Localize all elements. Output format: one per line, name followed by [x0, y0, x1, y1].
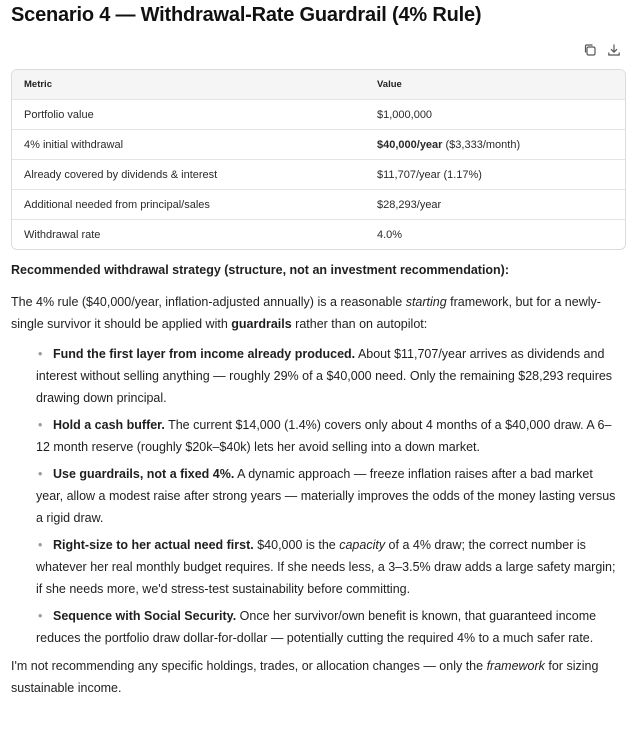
- metrics-table: [11, 69, 626, 250]
- metric-cell: Additional needed from principal/sales: [12, 190, 365, 220]
- toolbar: [583, 43, 621, 57]
- list-item: [36, 463, 621, 529]
- strategy-heading: Recommended withdrawal strategy (structure, not an investment recommendation):: [11, 263, 510, 277]
- page-title: Scenario 4 — Withdrawal-Rate Guardrail (4% Rule): [11, 4, 482, 26]
- metric-cell: Already covered by dividends & interest: [12, 160, 365, 190]
- intro-text: rather than on autopilot:: [291, 317, 428, 331]
- bullet-icon: •: [38, 538, 43, 552]
- item-emphasis: capacity: [339, 538, 386, 552]
- value-cell: [365, 220, 625, 250]
- intro-emphasis: starting: [405, 295, 447, 309]
- table-row: [12, 130, 625, 160]
- item-text: Once her survivor/own benefit is known, that guaranteed income reduces the portfolio draw dollar-for-dollar — potentially cutting the required 4% to a much safer rate.: [36, 609, 597, 645]
- table-row: [12, 190, 625, 220]
- item-title: Hold a cash buffer.: [53, 418, 165, 432]
- metric-cell: Portfolio value: [12, 100, 365, 130]
- bullet-icon: •: [38, 609, 43, 623]
- item-title: Right-size to her actual need first.: [53, 538, 254, 552]
- value-cell: [365, 160, 625, 190]
- metric-cell: Withdrawal rate: [12, 220, 365, 250]
- value-cell: [365, 100, 625, 130]
- bullet-icon: •: [38, 347, 43, 361]
- strategy-content: [11, 259, 621, 699]
- item-text: The current $14,000 (1.4%) covers only about 4 months of a $40,000 draw. A 6–12 month reserve (roughly $20k–$40k) lets her avoid selling into a down market.: [36, 418, 612, 454]
- closing-paragraph: [11, 655, 621, 699]
- metric-cell: 4% initial withdrawal: [12, 130, 365, 160]
- list-item: [36, 534, 621, 600]
- table-row: [12, 160, 625, 190]
- item-title: Fund the first layer from income already produced.: [53, 347, 356, 361]
- item-text: About $11,707/year arrives as dividends and interest without selling anything — roughly 29% of a $40,000 need. Only the remaining $28,293 requires drawing down principal.: [36, 347, 613, 405]
- download-icon[interactable]: [607, 43, 621, 57]
- list-item: [36, 414, 621, 458]
- bullet-icon: •: [38, 418, 43, 432]
- intro-paragraph: [11, 291, 621, 335]
- item-text: of a 4% draw; the correct number is whatever her real monthly budget requires. If she needs less, a 3–3.5% draw adds a large safety margin; if she needs more, we'd stress-test sustainability before committing.: [36, 538, 616, 596]
- column-header-metric: Metric: [12, 70, 365, 100]
- closing-text: I'm not recommending any specific holdings, trades, or allocation changes — only the: [11, 659, 487, 673]
- copy-icon[interactable]: [583, 43, 597, 57]
- bullet-icon: •: [38, 467, 43, 481]
- value-cell: [365, 130, 625, 160]
- value-cell: [365, 190, 625, 220]
- closing-text: for sizing sustainable income.: [11, 659, 599, 695]
- closing-emphasis: framework: [486, 659, 545, 673]
- table-header-row: [12, 70, 625, 100]
- item-text: A dynamic approach — freeze inflation raises after a bad market year, allow a modest raise after strong years — materially improves the odds of the money lasting versus a rigid draw.: [36, 467, 616, 525]
- list-item: [36, 605, 621, 649]
- value-bold: $40,000/year: [377, 138, 443, 151]
- strategy-list: [11, 343, 621, 649]
- table-row: [12, 220, 625, 250]
- intro-text: framework, but for a newly-single survivor it should be applied with: [11, 295, 601, 331]
- table-row: [12, 100, 625, 130]
- item-title: Use guardrails, not a fixed 4%.: [53, 467, 235, 481]
- value-text: ($3,333/month): [442, 138, 521, 151]
- column-header-value: Value: [365, 70, 625, 100]
- value-text: $11,707/year (1.17%): [377, 168, 482, 181]
- value-text: 4.0%: [377, 228, 403, 241]
- value-text: $28,293/year: [377, 198, 442, 211]
- value-text: $1,000,000: [377, 108, 433, 121]
- list-item: [36, 343, 621, 409]
- intro-strong: guardrails: [231, 317, 292, 331]
- item-text: $40,000 is the: [253, 538, 340, 552]
- intro-text: The 4% rule ($40,000/year, inflation-adjusted annually) is a reasonable: [11, 295, 406, 309]
- item-title: Sequence with Social Security.: [53, 609, 237, 623]
